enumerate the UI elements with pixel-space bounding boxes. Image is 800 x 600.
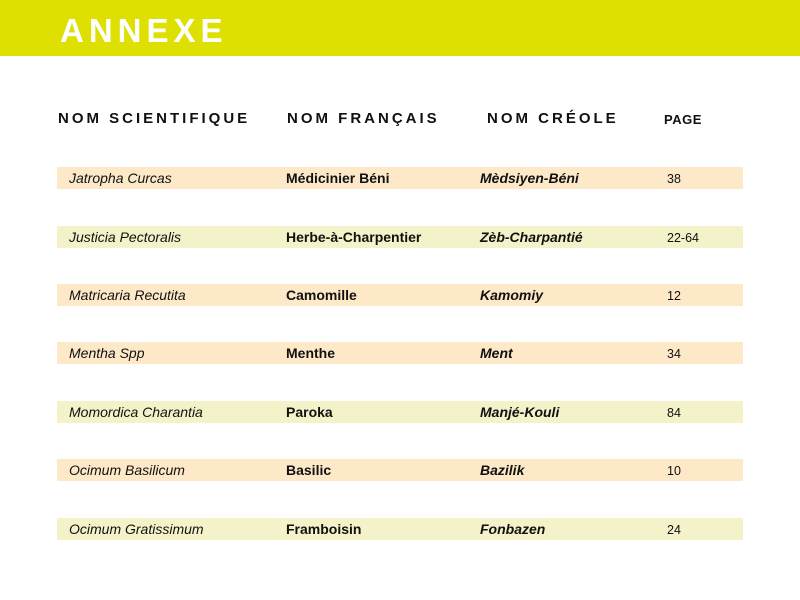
french-name-cell: Menthe — [286, 345, 335, 361]
column-header-creole-name: NOM CRÉOLE — [487, 110, 619, 127]
table-row — [57, 401, 743, 423]
page-number-cell: 38 — [667, 172, 681, 186]
creole-name-cell: Kamomiy — [480, 287, 544, 303]
page-number-cell: 24 — [667, 523, 681, 537]
creole-name-cell: Bazilik — [480, 462, 525, 478]
page-number-cell: 10 — [667, 464, 681, 478]
column-header-french-name: NOM FRANÇAIS — [287, 110, 440, 127]
page-number-cell: 34 — [667, 347, 681, 361]
table-row — [57, 284, 743, 306]
table-row — [57, 342, 743, 364]
scientific-name-cell: Momordica Charantia — [69, 404, 203, 420]
scientific-name-cell: Justicia Pectoralis — [69, 229, 182, 245]
creole-name-cell: Manjé-Kouli — [480, 404, 560, 420]
column-header-scientific-name: NOM SCIENTIFIQUE — [58, 110, 251, 127]
french-name-cell: Médicinier Béni — [286, 170, 390, 186]
french-name-cell: Paroka — [286, 404, 333, 420]
scientific-name-cell: Matricaria Recutita — [69, 287, 186, 303]
scientific-name-cell: Ocimum Gratissimum — [69, 521, 204, 537]
creole-name-cell: Fonbazen — [480, 521, 546, 537]
page-number-cell: 84 — [667, 406, 681, 420]
header-band — [0, 0, 800, 56]
column-header-page: PAGE — [664, 112, 702, 127]
scientific-name-cell: Jatropha Curcas — [69, 170, 172, 186]
french-name-cell: Framboisin — [286, 521, 362, 537]
table-row — [57, 226, 743, 248]
page-number-cell: 12 — [667, 289, 681, 303]
table-row — [57, 518, 743, 540]
creole-name-cell: Zèb-Charpantié — [480, 229, 583, 245]
french-name-cell: Herbe-à-Charpentier — [286, 229, 422, 245]
scientific-name-cell: Ocimum Basilicum — [69, 462, 185, 478]
french-name-cell: Camomille — [286, 287, 357, 303]
page-number-cell: 22-64 — [667, 231, 699, 245]
table-row — [57, 459, 743, 481]
french-name-cell: Basilic — [286, 462, 332, 478]
creole-name-cell: Ment — [480, 345, 513, 361]
creole-name-cell: Mèdsiyen-Béni — [480, 170, 579, 186]
scientific-name-cell: Mentha Spp — [69, 345, 145, 361]
page-title: ANNEXE — [60, 12, 228, 49]
table-row — [57, 167, 743, 189]
